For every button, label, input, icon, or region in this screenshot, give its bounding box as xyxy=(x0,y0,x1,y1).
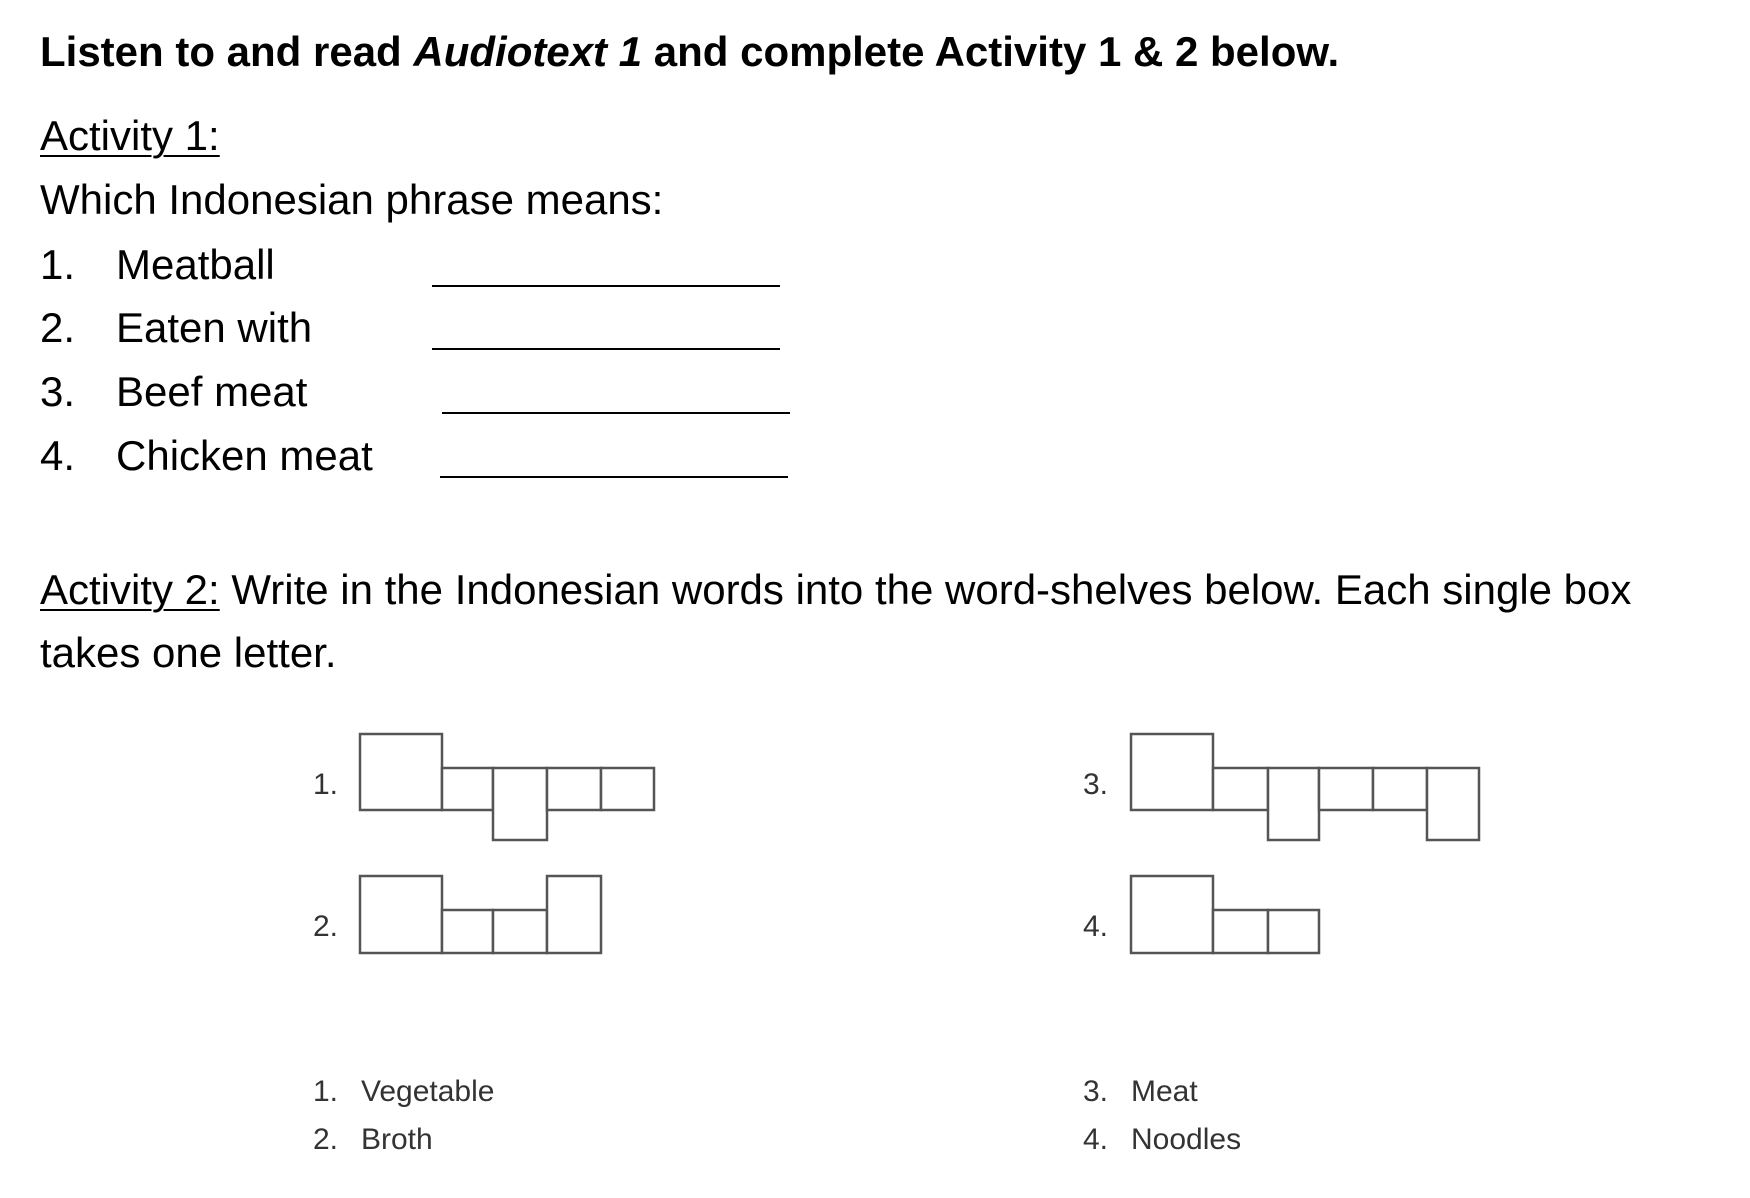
letter-box[interactable] xyxy=(601,768,654,810)
letter-box[interactable] xyxy=(493,768,547,840)
title-part1: Listen to and read xyxy=(40,28,414,75)
title-part2: and complete Activity 1 & 2 below. xyxy=(642,28,1340,75)
legend-item xyxy=(1083,1075,1198,1109)
letter-box[interactable] xyxy=(442,910,493,953)
letter-box[interactable] xyxy=(1319,768,1373,810)
word-shelf-3 xyxy=(1131,734,1479,840)
legend-number: 1. xyxy=(313,1075,339,1108)
legend-text: Vegetable xyxy=(361,1075,495,1108)
letter-box[interactable] xyxy=(360,876,442,953)
letter-box[interactable] xyxy=(1268,768,1319,840)
legend-item xyxy=(313,1075,494,1109)
letter-box[interactable] xyxy=(493,910,547,953)
letter-box[interactable] xyxy=(1131,734,1213,810)
legend-number: 4. xyxy=(1083,1123,1109,1156)
letter-box[interactable] xyxy=(1131,876,1213,953)
activity1-prompt: Which Indonesian phrase means: xyxy=(40,176,664,223)
letter-box[interactable] xyxy=(442,768,493,810)
letter-box[interactable] xyxy=(1373,768,1427,810)
activity2-instructions: Write in the Indonesian words into the word-shelves below. Each single box takes one letter. xyxy=(40,566,1632,676)
letter-box[interactable] xyxy=(1213,910,1268,953)
legend-text: Meat xyxy=(1131,1075,1198,1108)
legend-item xyxy=(313,1123,433,1157)
legend-text: Noodles xyxy=(1131,1123,1242,1156)
word-shelf-1 xyxy=(360,734,654,840)
shelf-number: 2. xyxy=(313,910,339,943)
letter-box[interactable] xyxy=(547,876,601,953)
shelf-number: 1. xyxy=(313,768,339,801)
letter-box[interactable] xyxy=(547,768,601,810)
activity1-heading: Activity 1: xyxy=(40,112,220,159)
letter-box[interactable] xyxy=(1427,768,1479,840)
legend-item xyxy=(1083,1123,1241,1157)
title-italic: Audiotext 1 xyxy=(413,28,643,75)
question-number: 4. xyxy=(40,432,76,479)
question-text: Meatball xyxy=(116,241,275,288)
word-shelf-2 xyxy=(360,876,601,953)
legend-number: 3. xyxy=(1083,1075,1109,1108)
question-number: 1. xyxy=(40,241,76,288)
question-text: Beef meat xyxy=(116,368,308,415)
letter-box[interactable] xyxy=(1268,910,1319,953)
shelf-number: 4. xyxy=(1083,910,1109,943)
letter-box[interactable] xyxy=(1213,768,1268,810)
question-text: Chicken meat xyxy=(116,432,373,479)
question-number: 2. xyxy=(40,304,76,351)
letter-box[interactable] xyxy=(360,734,442,810)
word-shelf-4 xyxy=(1131,876,1319,953)
question-number: 3. xyxy=(40,368,76,415)
legend-number: 2. xyxy=(313,1123,339,1156)
legend-text: Broth xyxy=(361,1123,433,1156)
question-text: Eaten with xyxy=(116,304,313,351)
shelf-number: 3. xyxy=(1083,768,1109,801)
activity2-heading: Activity 2: xyxy=(40,566,220,613)
